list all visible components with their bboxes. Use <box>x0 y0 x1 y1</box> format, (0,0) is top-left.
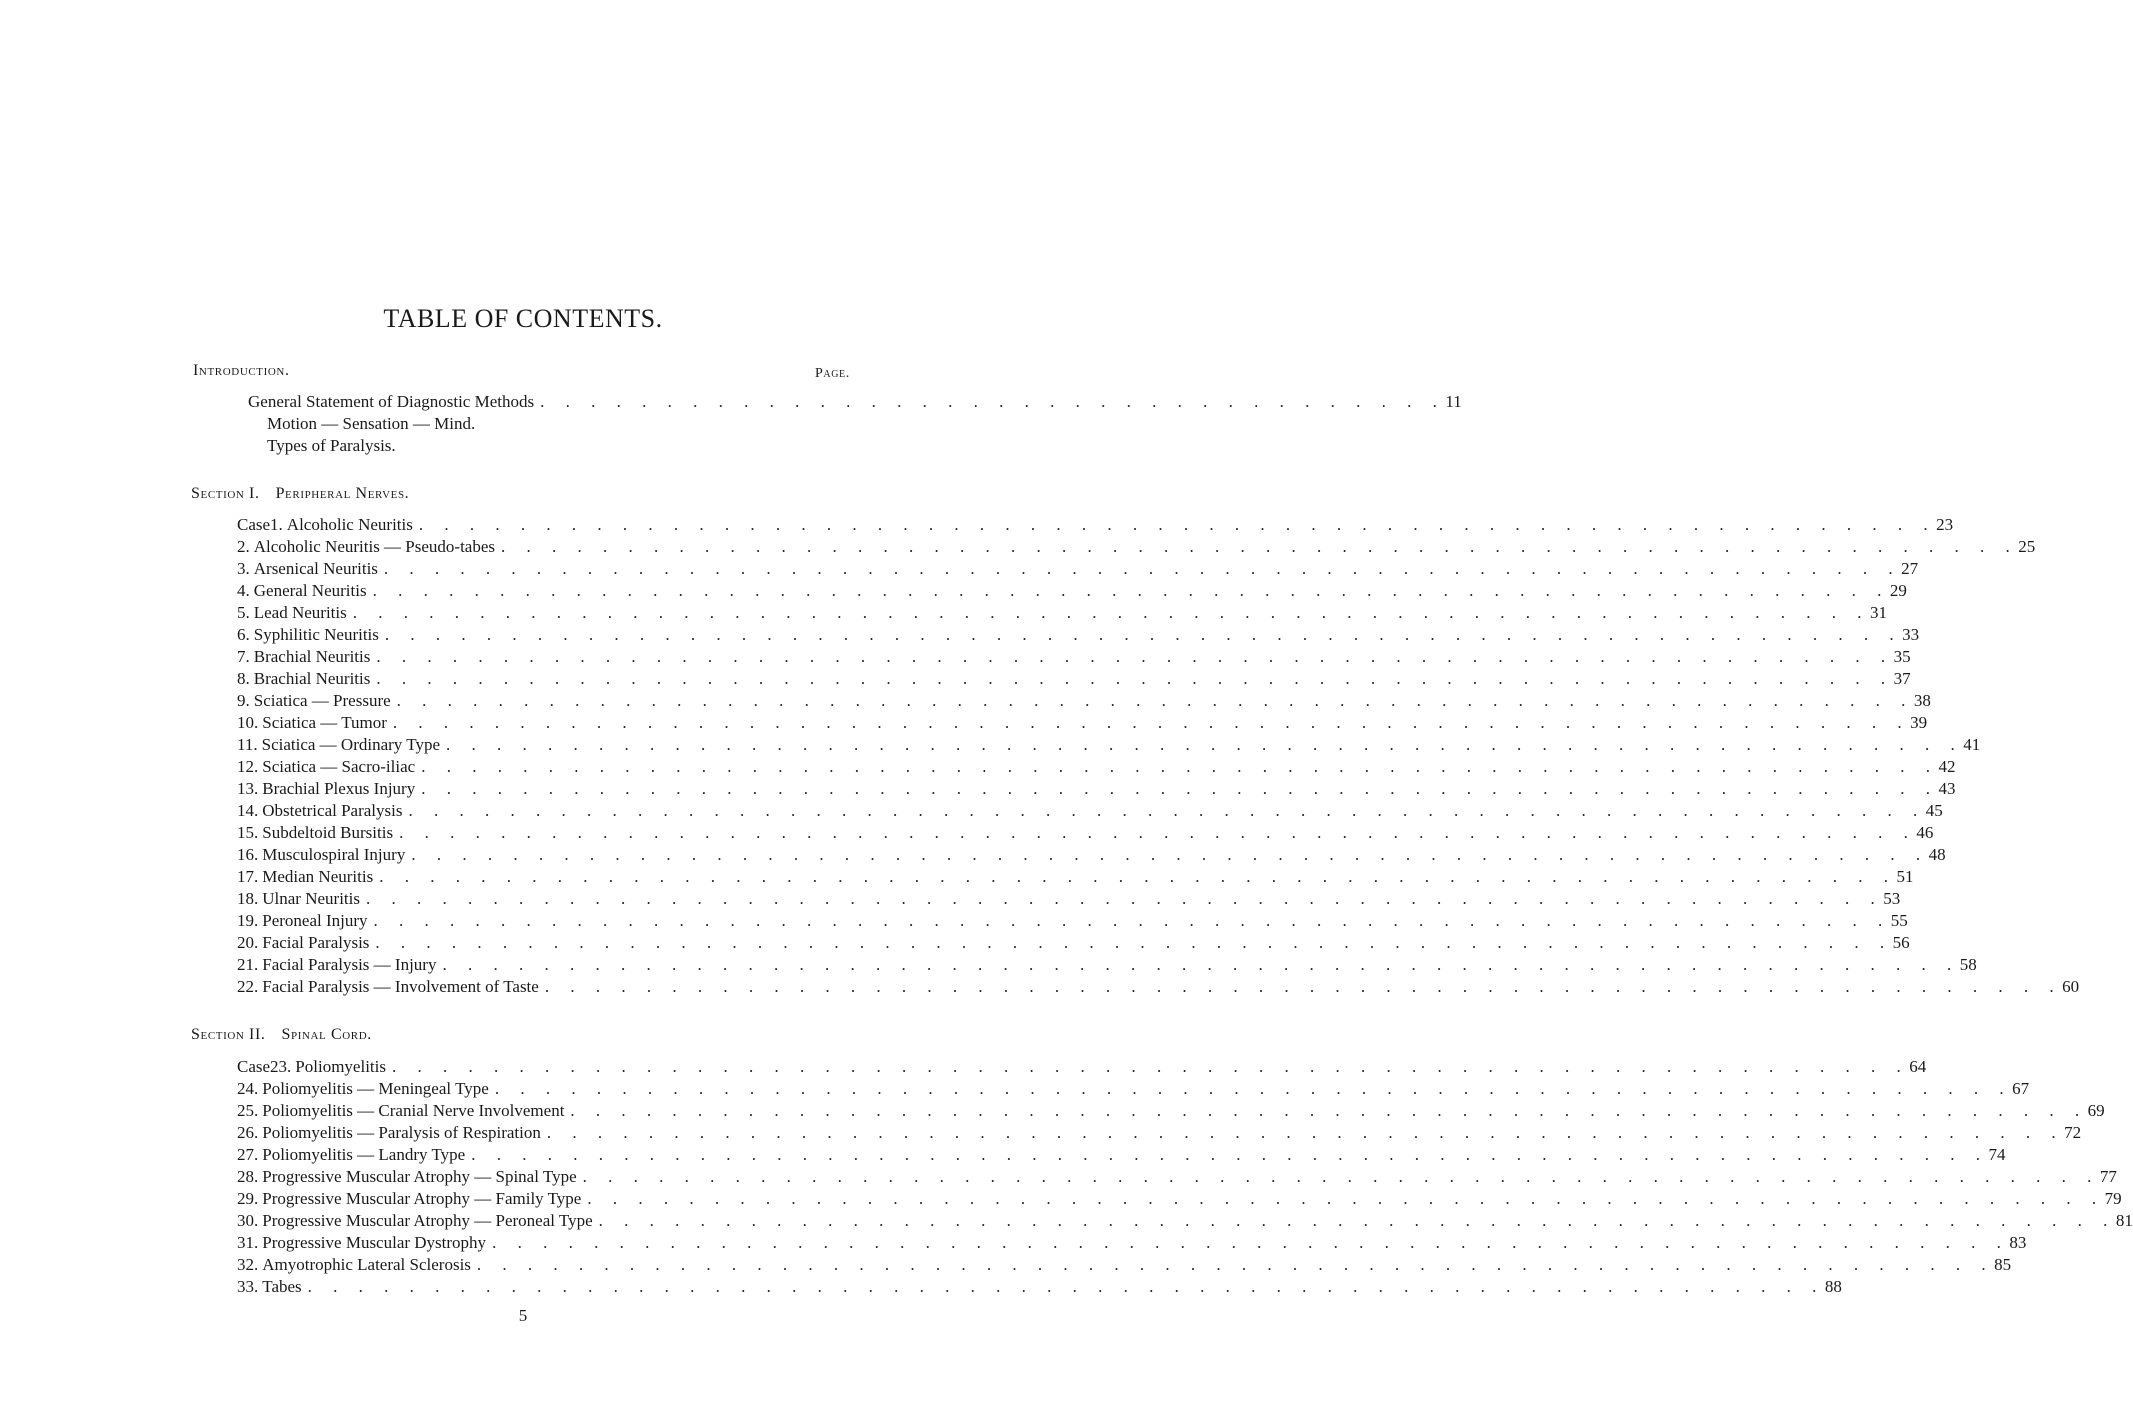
leader-dots: . . . . . . . . . . . . . . . . . . . . . . . . . . . . . . . . . . . . . . . . . . . . . . . . . . . . . . . . . . . . <box>598 1211 2116 1230</box>
case-page: 23 <box>1936 515 1954 534</box>
leader-dots: . . . . . . . . . . . . . . . . . . . . . . . . . . . . . . . . . . . . . . . . . . . . . . . . . . . . . . . . . . . . <box>399 823 1917 842</box>
case-label: Case <box>237 515 271 534</box>
case-title: Poliomyelitis <box>295 1057 386 1076</box>
case-entry <box>237 1166 2117 1188</box>
leader-dots: . . . . . . . . . . . . . . . . . . . . . . . . . . . . . . . . . . . . . . . . . . . . . . . . . . . . . . . . . . . . <box>445 735 1964 754</box>
case-page: 79 <box>2104 1189 2122 1208</box>
leader-dots: . . . . . . . . . . . . . . . . . . . . . . . . . . . . . . . . . . . . . . . . . . . . . . . . . . . . . . . . . . . . <box>471 1145 1989 1164</box>
leader-dots: . . . . . . . . . . . . . . . . . . . . . . . . . . . . . . . . . . . . . . . . . . . . . . . . . . . . . . . . . . . . <box>570 1101 2088 1120</box>
case-title: Sciatica — Tumor <box>262 713 387 732</box>
leader-dots: . . . . . . . . . . . . . . . . . . . . . . . . . . . . . . . . . . . . . . . . . . . . . . . . . . . . . . . . . . . . <box>494 1079 2013 1098</box>
case-page: 64 <box>1909 1057 1927 1076</box>
case-number: 17. <box>237 867 259 886</box>
case-number: 27. <box>237 1145 259 1164</box>
case-title: Musculospiral Injury <box>262 845 406 864</box>
case-number: 3. <box>237 559 250 578</box>
case-number: 29. <box>237 1189 259 1208</box>
case-entry <box>237 690 1931 712</box>
case-number: 22. <box>237 977 259 996</box>
case-page: 51 <box>1896 867 1914 886</box>
case-page: 74 <box>1988 1145 2006 1164</box>
case-number: 11. <box>237 735 258 754</box>
case-page: 25 <box>2018 537 2036 556</box>
leader-dots: . . . . . . . . . . . . . . . . . . . . . . . . . . . . . . . . . . . . . . . . . . . . . . . . . . . . . . . . . . . . <box>544 977 2063 996</box>
case-title: Arsenical Neuritis <box>253 559 378 578</box>
case-number: 18. <box>237 889 259 908</box>
leader-dots: . . . . . . . . . . . . . . . . . . . . . . . . . . . . . . . . . . . . . . . . . . . . . . . . . . . . . . . . . . . . <box>421 757 1939 776</box>
case-title: Poliomyelitis — Meningeal Type <box>262 1079 489 1098</box>
case-number: 20. <box>237 933 259 952</box>
leader-dots: . . . . . . . . . . . . . . . . . . . . . . . . . . . . . . . . . . . . . . . . . . . . . . . . . . . . . . . . . . . . <box>384 625 1903 644</box>
leader-dots: . . . . . . . . . . . . . . . . . . . . . . . . . . . . . . . . . . . . . . . . . . . . . . . . . . . . . . . . . . . . <box>501 537 2019 556</box>
case-list <box>237 1056 2133 1298</box>
case-title: Poliomyelitis — Landry Type <box>262 1145 466 1164</box>
case-entry <box>237 866 1914 888</box>
case-entry <box>237 1210 2133 1232</box>
section-heading <box>191 485 409 503</box>
case-title: Poliomyelitis — Paralysis of Respiration <box>262 1123 541 1142</box>
case-entry <box>237 844 1946 866</box>
case-number: 12. <box>237 757 259 776</box>
case-entry <box>237 1254 2012 1276</box>
case-entry <box>237 1232 2027 1254</box>
leader-dots: . . . . . . . . . . . . . . . . . . . . . . . . . . . . . . . . . . . . . . . . . . . . . . . . . . . . . . . . . . . . <box>307 1277 1825 1296</box>
case-page: 41 <box>1963 735 1981 754</box>
case-page: 27 <box>1901 559 1919 578</box>
leader-dots: . . . . . . . . . . . . . . . . . . . . . . . . . . . . . . . . . . . . . . . . . . . . . . . . . . . . . . . . . . . . <box>391 1057 1910 1076</box>
case-entry <box>237 1056 1927 1078</box>
case-page: 33 <box>1902 625 1920 644</box>
case-number: 15. <box>237 823 259 842</box>
case-entry <box>237 932 1910 954</box>
leader-dots: . . . . . . . . . . . . . . . . . . . . . . . . . . . . . . . . . . . . . . . . . . . . . . . . . . . . . . . . . . . . <box>421 779 1939 798</box>
case-title: Brachial Neuritis <box>253 669 371 688</box>
leader-dots: . . . . . . . . . . . . . . . . . . . . . . . . . . . . . . . . . . . . . . . . . . . . . . . . . . . . . . . . . . . . <box>383 559 1902 578</box>
entry-title: General Statement of Diagnostic Methods <box>248 392 535 411</box>
leader-dots: . . . . . . . . . . . . . . . . . . . . . . . . . . . . . . . . . . . . . . . . . . . . . . . . . . . . . . . . . . . . <box>476 1255 1995 1274</box>
leader-dots: . . . . . . . . . . . . . . . . . . . . . . . . . . . . . . . . . . . . . . . . . . . . . . . . . . . . . . . . . . . . <box>352 603 1870 622</box>
case-title: Ulnar Neuritis <box>262 889 360 908</box>
case-page: 56 <box>1892 933 1910 952</box>
case-entry <box>237 888 1901 910</box>
introduction-subtopic: Motion — Sensation — Mind. <box>267 414 476 433</box>
case-entry <box>237 602 1887 624</box>
leader-dots: . . . . . . . . . . . . . . . . . . . . . . . . . . . . . . . . . . . . . . . . . . . . . . . . . . . . . . . . . . . . <box>365 889 1884 908</box>
case-page: 88 <box>1824 1277 1842 1296</box>
case-number: 1. <box>270 515 283 534</box>
case-page: 31 <box>1870 603 1887 622</box>
case-title: Sciatica — Pressure <box>253 691 391 710</box>
case-page: 69 <box>2087 1101 2105 1120</box>
case-title: Poliomyelitis — Cranial Nerve Involvement <box>262 1101 565 1120</box>
case-label: Case <box>237 1057 271 1076</box>
case-entry <box>237 756 1956 778</box>
introduction-list <box>248 391 1462 457</box>
leader-dots: . . . . . . . . . . . . . . . . . . . . . . . . . . . . . . . . . . . . . . . . . . . . . . . . . . . . . . . . . . . . <box>411 845 1929 864</box>
case-title: Facial Paralysis — Injury <box>262 955 437 974</box>
case-page: 45 <box>1925 801 1943 820</box>
case-number: 32. <box>237 1255 259 1274</box>
case-title: Median Neuritis <box>262 867 374 886</box>
case-number: 21. <box>237 955 259 974</box>
case-page: 37 <box>1893 669 1911 688</box>
case-page: 67 <box>2012 1079 2030 1098</box>
case-list <box>237 514 2080 998</box>
case-number: 31. <box>237 1233 259 1252</box>
case-page: 81 <box>2115 1211 2133 1230</box>
case-number: 8. <box>237 669 250 688</box>
case-title: Progressive Muscular Atrophy — Family Type <box>262 1189 582 1208</box>
case-title: Facial Paralysis <box>262 933 370 952</box>
entry-page: 11 <box>1445 392 1462 411</box>
case-title: Alcoholic Neuritis <box>286 515 413 534</box>
case-title: Progressive Muscular Atrophy — Peroneal Type <box>262 1211 593 1230</box>
case-number: 10. <box>237 713 259 732</box>
case-number: 2. <box>237 537 250 556</box>
case-entry <box>237 646 1911 668</box>
section-title: Spinal Cord. <box>281 1026 372 1043</box>
case-number: 16. <box>237 845 259 864</box>
leader-dots: . . . . . . . . . . . . . . . . . . . . . . . . . . . . . . . . . . . . <box>540 392 1446 411</box>
case-page: 43 <box>1938 779 1956 798</box>
case-page: 83 <box>2009 1233 2027 1252</box>
case-number: 7. <box>237 647 250 666</box>
case-entry <box>237 954 1977 976</box>
case-entry <box>237 976 2080 998</box>
case-page: 85 <box>1994 1255 2012 1274</box>
case-entry <box>237 624 1920 646</box>
case-title: Obstetrical Paralysis <box>262 801 403 820</box>
case-number: 33. <box>237 1277 259 1296</box>
case-title: Peroneal Injury <box>262 911 368 930</box>
case-number: 19. <box>237 911 259 930</box>
case-title: Alcoholic Neuritis — Pseudo-tabes <box>253 537 496 556</box>
leader-dots: . . . . . . . . . . . . . . . . . . . . . . . . . . . . . . . . . . . . . . . . . . . . . . . . . . . . . . . . . . . . <box>546 1123 2065 1142</box>
case-number: 9. <box>237 691 250 710</box>
case-title: Progressive Muscular Atrophy — Spinal Type <box>262 1167 577 1186</box>
introduction-entry <box>248 391 1462 413</box>
case-page: 55 <box>1890 911 1908 930</box>
case-entry <box>237 822 1934 844</box>
case-entry <box>237 580 1907 602</box>
case-page: 38 <box>1913 691 1931 710</box>
case-title: Sciatica — Ordinary Type <box>261 735 440 754</box>
leader-dots: . . . . . . . . . . . . . . . . . . . . . . . . . . . . . . . . . . . . . . . . . . . . . . . . . . . . . . . . . . . . <box>375 933 1893 952</box>
case-page: 48 <box>1928 845 1946 864</box>
case-title: Progressive Muscular Dystrophy <box>262 1233 487 1252</box>
leader-dots: . . . . . . . . . . . . . . . . . . . . . . . . . . . . . . . . . . . . . . . . . . . . . . . . . . . . . . . . . . . . <box>492 1233 2010 1252</box>
case-title: Subdeltoid Bursitis <box>262 823 394 842</box>
section-label: Section II. <box>191 1026 266 1043</box>
case-page: 42 <box>1938 757 1956 776</box>
leader-dots: . . . . . . . . . . . . . . . . . . . . . . . . . . . . . . . . . . . . . . . . . . . . . . . . . . . . . . . . . . . . <box>392 713 1911 732</box>
case-number: 6. <box>237 625 250 644</box>
case-title: Lead Neuritis <box>253 603 347 622</box>
case-number: 25. <box>237 1101 259 1120</box>
case-page: 35 <box>1893 647 1911 666</box>
leader-dots: . . . . . . . . . . . . . . . . . . . . . . . . . . . . . . . . . . . . . . . . . . . . . . . . . . . . . . . . . . . . <box>582 1167 2100 1186</box>
section-title: Peripheral Nerves. <box>275 485 410 502</box>
leader-dots: . . . . . . . . . . . . . . . . . . . . . . . . . . . . . . . . . . . . . . . . . . . . . . . . . . . . . . . . . . . . <box>418 515 1937 534</box>
leader-dots: . . . . . . . . . . . . . . . . . . . . . . . . . . . . . . . . . . . . . . . . . . . . . . . . . . . . . . . . . . . . <box>376 647 1894 666</box>
page-number: 5 <box>518 1306 528 1325</box>
case-entry <box>237 514 1954 536</box>
case-entry <box>237 1078 2030 1100</box>
leader-dots: . . . . . . . . . . . . . . . . . . . . . . . . . . . . . . . . . . . . . . . . . . . . . . . . . . . . . . . . . . . . <box>376 669 1894 688</box>
case-title: Amyotrophic Lateral Sclerosis <box>262 1255 471 1274</box>
leader-dots: . . . . . . . . . . . . . . . . . . . . . . . . . . . . . . . . . . . . . . . . . . . . . . . . . . . . . . . . . . . . <box>396 691 1914 710</box>
leader-dots: . . . . . . . . . . . . . . . . . . . . . . . . . . . . . . . . . . . . . . . . . . . . . . . . . . . . . . . . . . . . <box>408 801 1926 820</box>
case-page: 29 <box>1889 581 1907 600</box>
case-entry <box>237 712 1928 734</box>
case-entry <box>237 778 1956 800</box>
case-entry <box>237 1144 2006 1166</box>
case-page: 39 <box>1910 713 1928 732</box>
case-entry <box>237 1100 2105 1122</box>
case-page: 53 <box>1883 889 1901 908</box>
case-page: 77 <box>2099 1167 2117 1186</box>
case-title: Brachial Plexus Injury <box>262 779 416 798</box>
introduction-subtopic: Types of Paralysis. <box>267 436 396 455</box>
leader-dots: . . . . . . . . . . . . . . . . . . . . . . . . . . . . . . . . . . . . . . . . . . . . . . . . . . . . . . . . . . . . <box>373 911 1891 930</box>
section-label: Section I. <box>191 485 260 502</box>
case-number: 28. <box>237 1167 259 1186</box>
case-entry <box>237 734 1981 756</box>
case-number: 30. <box>237 1211 259 1230</box>
case-entry <box>237 1188 2122 1210</box>
case-page: 72 <box>2064 1123 2082 1142</box>
case-number: 24. <box>237 1079 259 1098</box>
case-entry <box>237 1122 2082 1144</box>
case-title: Brachial Neuritis <box>253 647 371 666</box>
case-number: 5. <box>237 603 250 622</box>
case-title: Sciatica — Sacro-iliac <box>262 757 416 776</box>
case-entry <box>237 800 1943 822</box>
case-number: 4. <box>237 581 250 600</box>
case-entry <box>237 910 1908 932</box>
page-column-heading: Page. <box>815 366 850 381</box>
case-number: 14. <box>237 801 259 820</box>
introduction-heading: Introduction. <box>193 362 290 379</box>
leader-dots: . . . . . . . . . . . . . . . . . . . . . . . . . . . . . . . . . . . . . . . . . . . . . . . . . . . . . . . . . . . . <box>587 1189 2105 1208</box>
leader-dots: . . . . . . . . . . . . . . . . . . . . . . . . . . . . . . . . . . . . . . . . . . . . . . . . . . . . . . . . . . . . <box>379 867 1897 886</box>
case-entry <box>237 1276 1842 1298</box>
case-title: General Neuritis <box>253 581 367 600</box>
section-heading <box>191 1026 372 1044</box>
leader-dots: . . . . . . . . . . . . . . . . . . . . . . . . . . . . . . . . . . . . . . . . . . . . . . . . . . . . . . . . . . . . <box>442 955 1960 974</box>
case-page: 46 <box>1916 823 1934 842</box>
case-title: Syphilitic Neuritis <box>253 625 379 644</box>
leader-dots: . . . . . . . . . . . . . . . . . . . . . . . . . . . . . . . . . . . . . . . . . . . . . . . . . . . . . . . . . . . . <box>372 581 1890 600</box>
page-title: TABLE OF CONTENTS. <box>383 304 663 333</box>
case-entry <box>237 536 2036 558</box>
case-page: 58 <box>1959 955 1977 974</box>
case-entry <box>237 668 1911 690</box>
case-number: 13. <box>237 779 259 798</box>
case-title: Facial Paralysis — Involvement of Taste <box>262 977 539 996</box>
case-number: 23. <box>270 1057 292 1076</box>
case-title: Tabes <box>262 1277 302 1296</box>
case-page: 60 <box>2062 977 2080 996</box>
case-entry <box>237 558 1919 580</box>
case-number: 26. <box>237 1123 259 1142</box>
